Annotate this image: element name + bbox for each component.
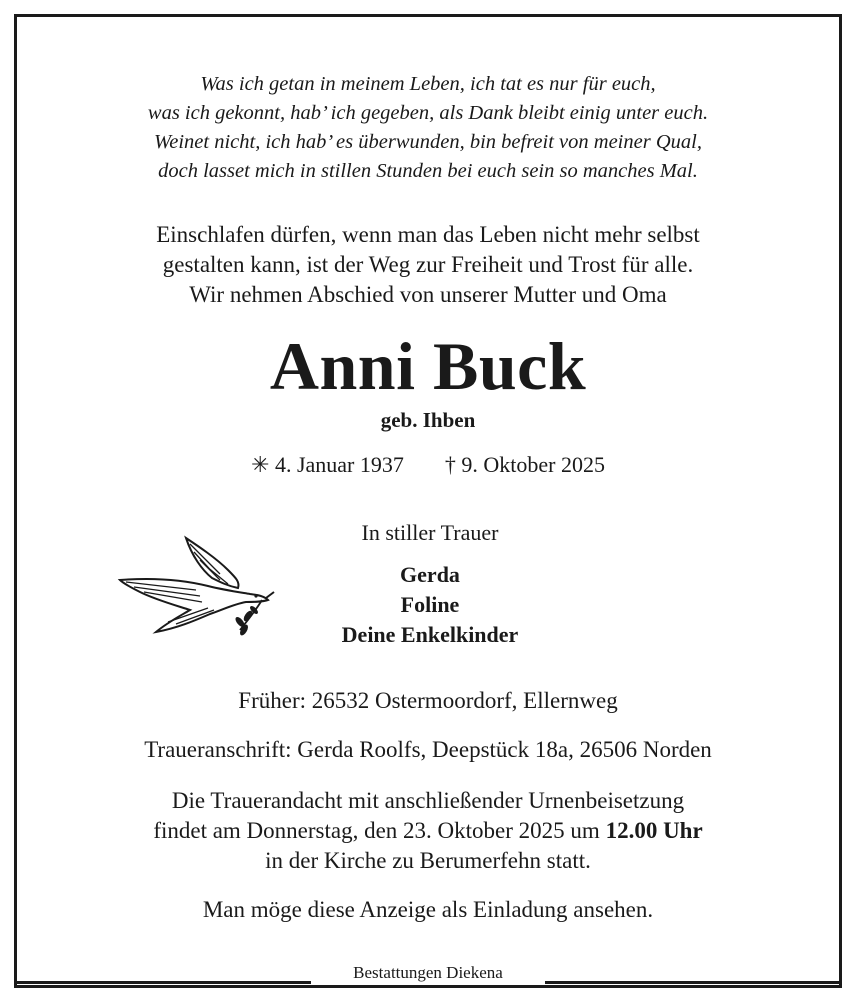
poem-line: doch lasset mich in stillen Stunden bei euch sein so manches Mal. <box>158 160 698 182</box>
service-time: 12.00 Uhr <box>605 818 703 843</box>
birth-star-icon: ✳ <box>251 452 270 477</box>
invitation-note: Man möge diese Anzeige als Einladung ansehen. <box>202 897 654 922</box>
mourner-name: Gerda <box>400 562 460 587</box>
dove-with-olive-branch-icon <box>116 530 278 638</box>
deceased-name: Anni Buck <box>269 328 587 404</box>
service-line: Die Trauerandacht mit anschließender Urnenbeisetzung <box>171 788 685 813</box>
poem-line: Weinet nicht, ich hab’ es überwunden, bin befreit von meiner Qual, <box>154 131 702 153</box>
funeral-home-name: Bestattungen Diekena <box>343 963 513 982</box>
service-line <box>0 816 856 846</box>
mourning-heading: In stiller Trauer <box>361 520 499 545</box>
death-cross-icon: † <box>444 452 456 477</box>
mourners-list <box>290 560 570 650</box>
service-info <box>0 786 856 876</box>
service-line: in der Kirche zu Berumerfehn statt. <box>265 848 591 873</box>
poem-line: Was ich getan in meinem Leben, ich tat es nur für euch, <box>200 73 656 95</box>
intro-line: Wir nehmen Abschied von unserer Mutter und Oma <box>189 282 667 307</box>
mourning-address: Traueranschrift: Gerda Roolfs, Deepstück 18a, 26506 Norden <box>144 737 712 762</box>
intro-line: Einschlafen dürfen, wenn man das Leben nicht mehr selbst <box>156 222 700 247</box>
life-dates <box>0 450 856 480</box>
mourner-name: Deine Enkelkinder <box>341 622 519 647</box>
former-address: Früher: 26532 Ostermoordorf, Ellernweg <box>238 688 618 713</box>
maiden-name: geb. Ihben <box>380 408 476 432</box>
intro-line: gestalten kann, ist der Weg zur Freiheit und Trost für alle. <box>162 252 694 277</box>
birth-date: 4. Januar 1937 <box>274 452 404 477</box>
service-date-text: findet am Donnerstag, den 23. Oktober 2025 um <box>153 818 606 843</box>
intro-text <box>0 220 856 310</box>
footer <box>0 960 856 986</box>
poem-line: was ich gekonnt, hab’ ich gegeben, als Dank bleibt einig unter euch. <box>147 102 709 124</box>
poem <box>0 70 856 186</box>
mourner-name: Foline <box>400 592 460 617</box>
death-date: 9. Oktober 2025 <box>461 452 605 477</box>
